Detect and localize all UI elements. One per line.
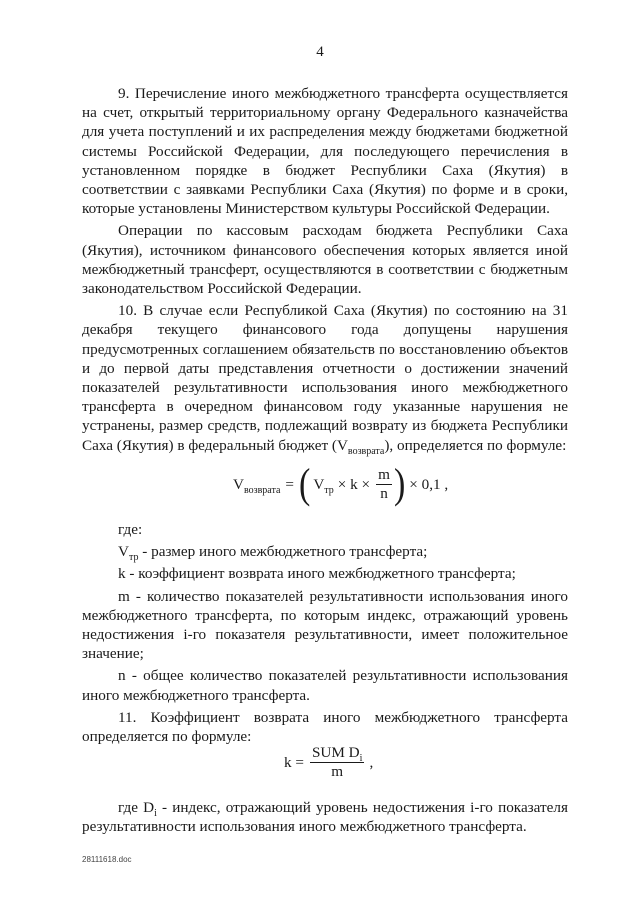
- paragraph-10: [82, 301, 568, 455]
- where-label: где:: [118, 521, 143, 538]
- paragraph-9-block: [82, 84, 568, 455]
- paragraph-10-sub: возврата: [347, 445, 385, 457]
- formula1-equals: =: [285, 475, 294, 493]
- formula1-vtr: $V_{тр}$: [313, 475, 334, 496]
- def-vtr: $V_{тр}$ - размер иного межбюджетного трансферта;: [118, 543, 428, 564]
- def-k: k - коэффициент возврата иного межбюджетного трансферта;: [118, 565, 516, 583]
- formula1-close-paren: ): [393, 460, 406, 507]
- definition-di-block: [82, 798, 568, 836]
- formula2-lhs: k =: [284, 753, 304, 771]
- page-number: 4: [316, 44, 324, 60]
- formula-refund-volume: [233, 460, 449, 507]
- formula2-fraction: [310, 744, 364, 781]
- formula2-numerator: SUM $D_i$: [311, 744, 363, 765]
- formula1-tail: × 0,1 ,: [409, 475, 449, 493]
- formula1-denominator: n: [380, 485, 388, 502]
- formula1-open-paren: (: [298, 460, 311, 507]
- formula1-fraction: [376, 466, 392, 503]
- formula-coefficient: [284, 744, 373, 781]
- def-di: где $D_i$ - индекс, отражающий уровень недостижения i-го показателя результативности использования иного межбюджетного трансферта.: [82, 799, 568, 836]
- formula2-tail: ,: [369, 753, 374, 771]
- formula1-times-k: × k ×: [337, 475, 371, 493]
- formula1-lhs: $V_{возврата}$: [233, 475, 281, 496]
- paragraph-9-operations: Операции по кассовым расходам бюджета Республики Саха (Якутия), источником финансового обеспечения которых является иной межбюджетный трансферт, осуществляются в соответствии с бюджетным законодательством Российской Федерации.: [82, 222, 568, 298]
- formula2-denominator: m: [331, 763, 344, 780]
- paragraph-11: 11. Коэффициент возврата иного межбюджетного трансферта определяется по формуле:: [82, 708, 568, 746]
- formula1-numerator: m: [378, 466, 390, 483]
- paragraph-9: 9. Перечисление иного межбюджетного трансферта осуществляется на счет, открытый территориальному органу Федерального казначейства для учета поступлений и их распределения между бюджетами бюджетной системы Российской Федерации, для последующего перечисления в установленном порядке в бюджет Республики Саха (Якутия) в соответствии с заявками Республики Саха (Якутия) по форме и в сроки, которые установлены Министерством культуры Российской Федерации.: [82, 85, 568, 218]
- def-m: m - количество показателей результативности использования иного межбюджетного трансферта, по которым индекс, отражающий уровень недостижения i-го показателя результативности, имеет положительное значение;: [82, 587, 568, 663]
- paragraph-10-text: 10. В случае если Республикой Саха (Якутия) по состоянию на 31 декабря текущего финансового года допущены нарушения предусмотренных соглашением обязательств по восстановлению объектов и до первой даты представления отчетности о достижении значений показателей результативности использования иного межбюджетного трансферта в очередном финансовом году указанные нарушения не устранены, размер средств, подлежащий возврату из бюджета Республики Саха (Якутия) в федеральный бюджет (V: [82, 302, 568, 454]
- definitions-block: [82, 520, 568, 746]
- paragraph-10-end: ), определяется по формуле:: [384, 436, 567, 454]
- def-n: n - общее количество показателей результативности использования иного межбюджетного трансферта.: [82, 667, 568, 704]
- file-name-footer: 28111618.doc: [82, 855, 132, 864]
